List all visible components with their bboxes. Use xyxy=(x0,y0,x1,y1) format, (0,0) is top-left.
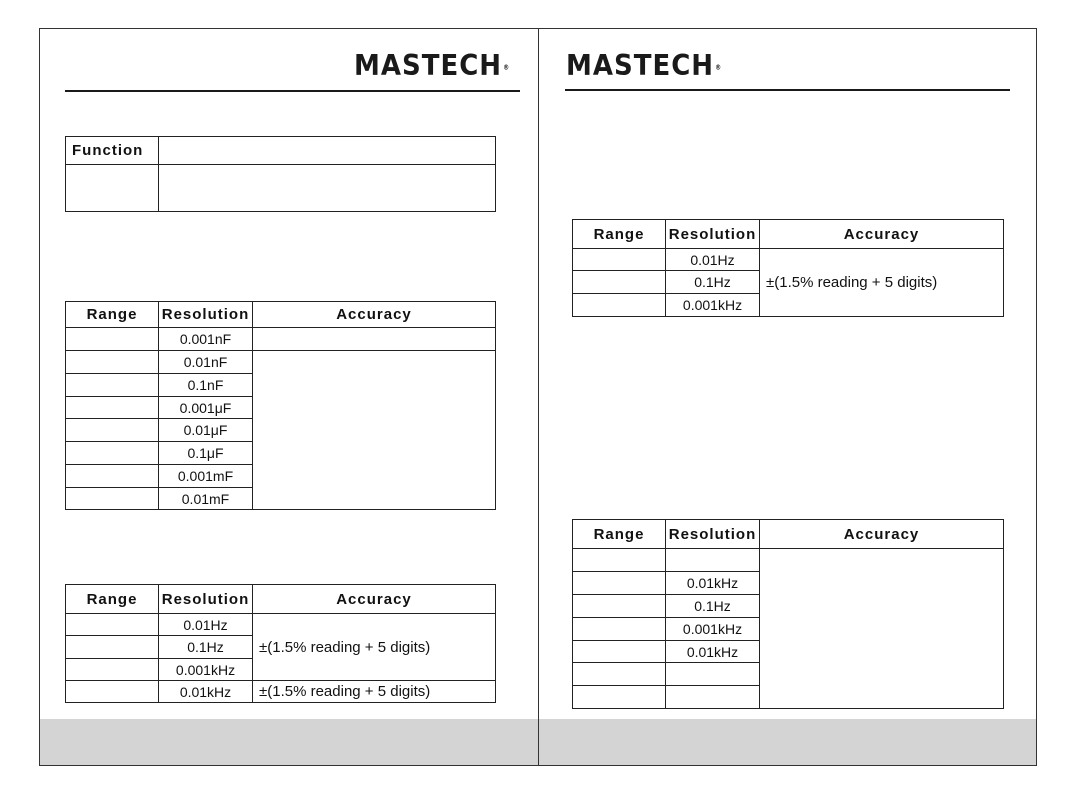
function-table xyxy=(65,136,496,212)
resolution-header: Resolution xyxy=(666,520,760,549)
range-cell xyxy=(573,595,666,618)
resolution-cell: 0.01nF xyxy=(159,351,253,374)
range-cell xyxy=(66,442,159,465)
resolution-cell: 0.1Hz xyxy=(666,595,760,618)
resolution-cell xyxy=(666,549,760,572)
function-header: Function xyxy=(66,137,159,165)
resolution-cell: 0.01Hz xyxy=(666,249,760,271)
range-cell xyxy=(573,663,666,686)
resolution-cell: 0.001nF xyxy=(159,328,253,351)
range-cell xyxy=(66,636,159,659)
range-cell xyxy=(66,397,159,419)
resolution-cell: 0.001mF xyxy=(159,465,253,488)
footer-divider xyxy=(538,719,539,765)
range-cell xyxy=(573,294,666,317)
function-header-value xyxy=(159,137,496,165)
resolution-cell: 0.01kHz xyxy=(666,641,760,663)
accuracy-cell-merged xyxy=(760,549,1004,709)
range-cell xyxy=(66,419,159,442)
range-cell xyxy=(66,328,159,351)
resolution-cell xyxy=(666,663,760,686)
resolution-cell: 0.1Hz xyxy=(666,271,760,294)
range-cell xyxy=(66,351,159,374)
function-value-cell xyxy=(159,165,496,212)
header-rule-right xyxy=(565,89,1010,91)
frequency-table-left xyxy=(65,584,496,703)
resolution-cell: 0.1Hz xyxy=(159,636,253,659)
range-cell xyxy=(66,659,159,681)
frequency-table-right-2 xyxy=(572,519,1004,709)
range-cell xyxy=(573,572,666,595)
resolution-cell: 0.01μF xyxy=(159,419,253,442)
accuracy-cell xyxy=(253,328,496,351)
range-cell xyxy=(66,614,159,636)
resolution-cell: 0.001μF xyxy=(159,397,253,419)
resolution-cell: 0.01kHz xyxy=(159,681,253,703)
range-cell xyxy=(66,374,159,397)
range-cell xyxy=(573,641,666,663)
page-divider xyxy=(538,28,539,766)
range-cell xyxy=(573,549,666,572)
range-header: Range xyxy=(66,585,159,614)
resolution-header: Resolution xyxy=(159,302,253,328)
header-rule-left xyxy=(65,90,520,92)
range-cell xyxy=(66,681,159,703)
range-cell xyxy=(66,488,159,510)
resolution-header: Resolution xyxy=(159,585,253,614)
accuracy-cell-merged: ±(1.5% reading + 5 digits) xyxy=(253,614,496,681)
resolution-cell: 0.001kHz xyxy=(666,618,760,641)
range-header: Range xyxy=(66,302,159,328)
range-header: Range xyxy=(573,220,666,249)
resolution-cell: 0.01Hz xyxy=(159,614,253,636)
accuracy-header: Accuracy xyxy=(760,220,1004,249)
frequency-table-right xyxy=(572,219,1004,317)
accuracy-header: Accuracy xyxy=(760,520,1004,549)
brand-logo-right: MASTECH® xyxy=(566,49,723,83)
resolution-cell: 0.1μF xyxy=(159,442,253,465)
range-cell xyxy=(573,686,666,709)
resolution-cell xyxy=(666,686,760,709)
resolution-cell: 0.1nF xyxy=(159,374,253,397)
range-cell xyxy=(573,271,666,294)
accuracy-cell-merged xyxy=(253,351,496,510)
accuracy-header: Accuracy xyxy=(253,302,496,328)
resolution-cell: 0.01mF xyxy=(159,488,253,510)
range-cell xyxy=(573,618,666,641)
function-cell xyxy=(66,165,159,212)
resolution-cell: 0.001kHz xyxy=(666,294,760,317)
range-cell xyxy=(66,465,159,488)
brand-logo-left: MASTECH® xyxy=(354,49,511,83)
accuracy-cell: ±(1.5% reading + 5 digits) xyxy=(253,681,496,703)
range-cell xyxy=(573,249,666,271)
resolution-cell: 0.001kHz xyxy=(159,659,253,681)
range-header: Range xyxy=(573,520,666,549)
resolution-cell: 0.01kHz xyxy=(666,572,760,595)
capacitance-table xyxy=(65,301,496,510)
accuracy-cell-merged: ±(1.5% reading + 5 digits) xyxy=(760,249,1004,317)
resolution-header: Resolution xyxy=(666,220,760,249)
accuracy-header: Accuracy xyxy=(253,585,496,614)
